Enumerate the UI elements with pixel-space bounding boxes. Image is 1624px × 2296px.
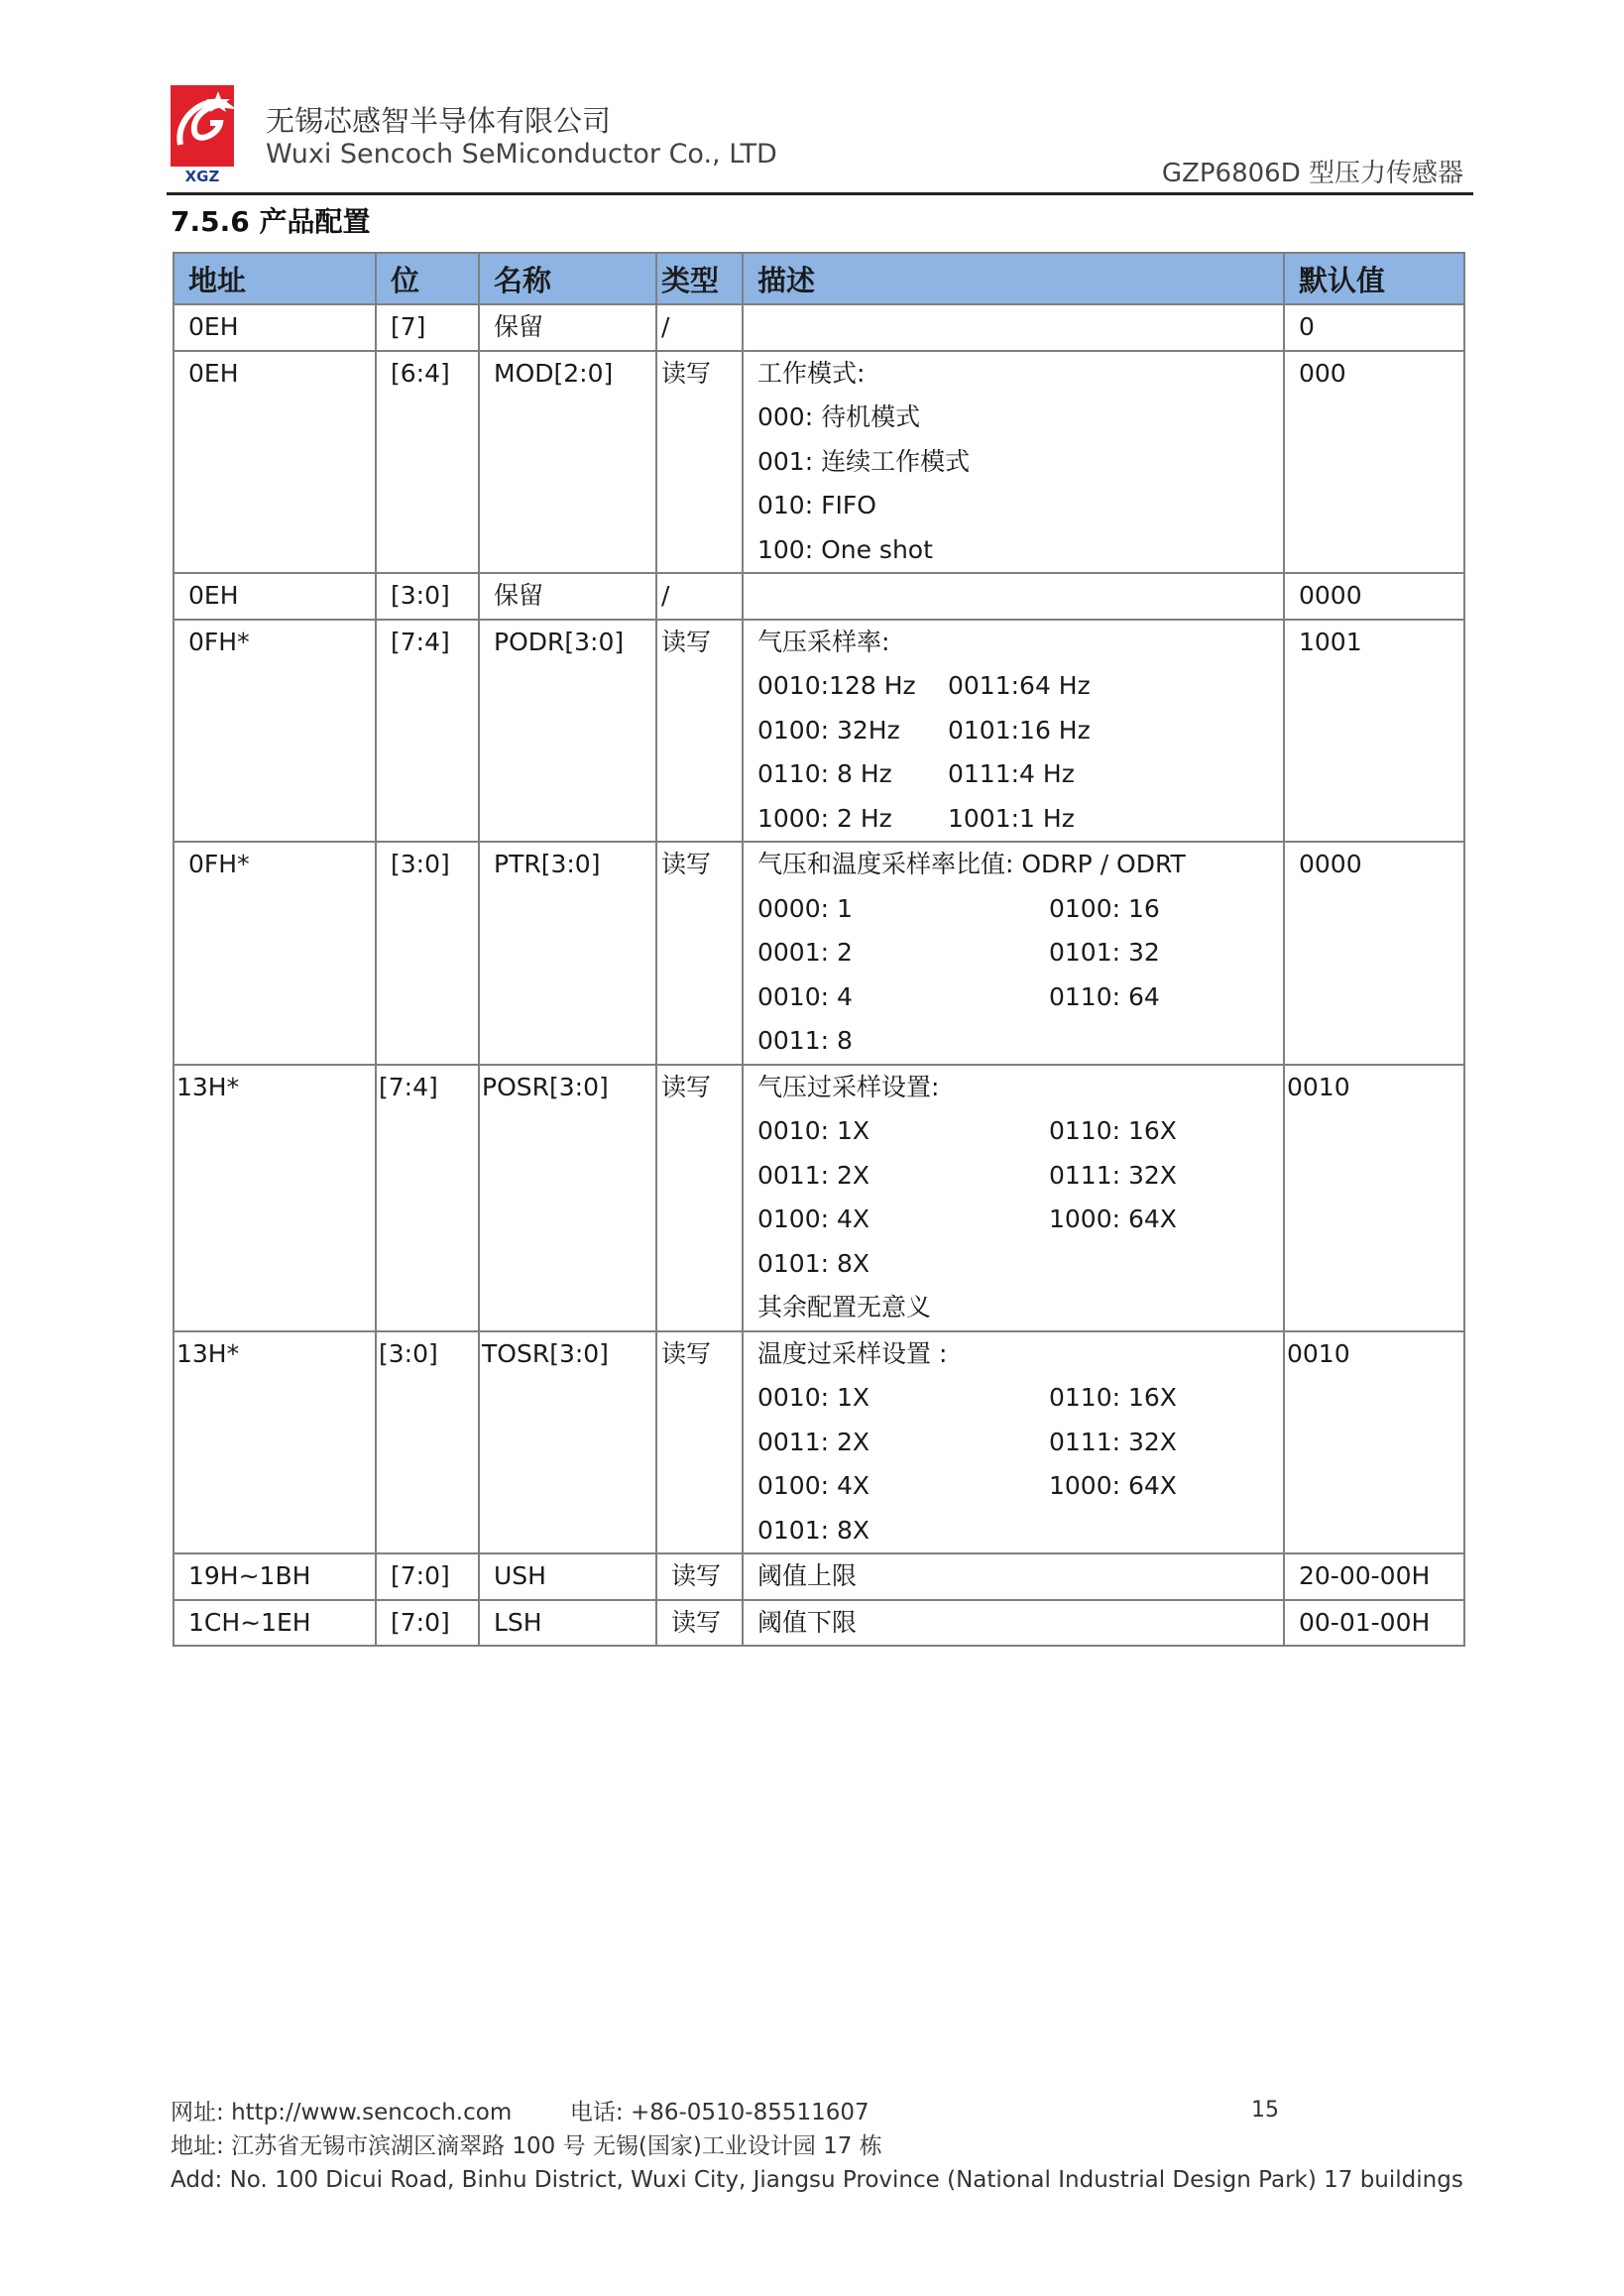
section-title: 7.5.6 产品配置 — [171, 205, 371, 238]
cell-name: LSH — [479, 1600, 656, 1647]
address-cn-label: 地址: — [171, 2133, 224, 2159]
cell-default: 0010 — [1284, 1065, 1464, 1331]
cell-name: PODR[3:0] — [479, 620, 656, 843]
footer-address-en — [171, 2163, 1463, 2197]
company-name-en: Wuxi Sencoch SeMiconductor Co., LTD — [266, 139, 777, 170]
table-row — [174, 304, 1464, 351]
header-address: 地址 — [174, 253, 376, 304]
address-cn: 江苏省无锡市滨湖区滴翠路 100 号 无锡(国家)工业设计园 17 栋 — [231, 2133, 882, 2159]
document-title: GZP6806D 型压力传感器 — [1161, 159, 1463, 188]
cell-default: 20-00-00H — [1284, 1553, 1464, 1600]
company-logo — [171, 85, 234, 184]
cell-description: 阈值下限 — [743, 1600, 1284, 1647]
cell-type: / — [656, 304, 743, 351]
header-divider — [167, 192, 1473, 195]
cell-name: TOSR[3:0] — [479, 1331, 656, 1554]
table-row — [174, 1600, 1464, 1647]
cell-name: MOD[2:0] — [479, 351, 656, 574]
cell-type: 读写 — [656, 1065, 743, 1331]
table-row — [174, 1065, 1464, 1331]
address-en-label: Add: — [171, 2167, 223, 2193]
header-bit: 位 — [376, 253, 479, 304]
header-description: 描述 — [743, 253, 1284, 304]
cell-bit: [7:0] — [376, 1600, 479, 1647]
cell-type: 读写 — [656, 1600, 743, 1647]
table-row — [174, 1553, 1464, 1600]
cell-description: 气压采样率: 0010:128 Hz 0011:64 Hz 0100: 32Hz 0101:16 Hz 0110: 8 Hz 0111:4 Hz 1000: 2 Hz 1001:1 Hz — [743, 620, 1284, 843]
register-table — [173, 252, 1465, 1647]
cell-address: 0FH* — [174, 620, 376, 843]
cell-type: / — [656, 573, 743, 620]
cell-name: POSR[3:0] — [479, 1065, 656, 1331]
header-default: 默认值 — [1284, 253, 1464, 304]
cell-bit: [3:0] — [376, 842, 479, 1065]
cell-bit: [7] — [376, 304, 479, 351]
page-number: 15 — [1251, 2098, 1279, 2123]
cell-type: 读写 — [656, 1331, 743, 1554]
cell-bit: [3:0] — [376, 573, 479, 620]
cell-default: 0000 — [1284, 573, 1464, 620]
cell-description: 工作模式: 000: 待机模式 001: 连续工作模式 010: FIFO 100: One shot — [743, 351, 1284, 574]
cell-description: 气压和温度采样率比值: ODRP / ODRT 0000: 1 0100: 16 0001: 2 0101: 32 0010: 4 0110: 64 0011: 8 — [743, 842, 1284, 1065]
company-name-cn: 无锡芯感智半导体有限公司 — [266, 104, 612, 138]
table-row — [174, 351, 1464, 574]
table-row — [174, 620, 1464, 843]
cell-name: 保留 — [479, 573, 656, 620]
header-name: 名称 — [479, 253, 656, 304]
website-link[interactable]: http://www.sencoch.com — [231, 2100, 513, 2125]
cell-default: 0000 — [1284, 842, 1464, 1065]
logo-text: XGZ — [184, 168, 220, 184]
cell-name: USH — [479, 1553, 656, 1600]
cell-bit: [7:4] — [376, 620, 479, 843]
table-row — [174, 842, 1464, 1065]
cell-description: 温度过采样设置 : 0010: 1X 0110: 16X 0011: 2X 0111: 32X 0100: 4X 1000: 64X 0101: 8X — [743, 1331, 1284, 1554]
cell-bit: [7:4] — [376, 1065, 479, 1331]
cell-bit: [3:0] — [376, 1331, 479, 1554]
cell-bit: [7:0] — [376, 1553, 479, 1600]
cell-default: 1001 — [1284, 620, 1464, 843]
cell-default: 0010 — [1284, 1331, 1464, 1554]
cell-address: 13H* — [174, 1331, 376, 1554]
cell-address: 1CH~1EH — [174, 1600, 376, 1647]
cell-name: PTR[3:0] — [479, 842, 656, 1065]
cell-default: 0 — [1284, 304, 1464, 351]
address-en: No. 100 Dicui Road, Binhu District, Wuxi City, Jiangsu Province (National Industrial Design Park) 17 buildings — [229, 2167, 1463, 2193]
page-header — [167, 79, 1473, 196]
table-row — [174, 1331, 1464, 1554]
cell-type: 读写 — [656, 620, 743, 843]
cell-type: 读写 — [656, 351, 743, 574]
cell-name: 保留 — [479, 304, 656, 351]
cell-address: 0EH — [174, 351, 376, 574]
cell-address: 19H~1BH — [174, 1553, 376, 1600]
phone-number: +86-0510-85511607 — [630, 2100, 870, 2125]
cell-type: 读写 — [656, 842, 743, 1065]
footer-address-cn — [171, 2129, 1463, 2163]
cell-address: 13H* — [174, 1065, 376, 1331]
header-type: 类型 — [656, 253, 743, 304]
cell-description: 气压过采样设置: 0010: 1X 0110: 16X 0011: 2X 0111: 32X 0100: 4X 1000: 64X 0101: 8X 其余配置无意义 — [743, 1065, 1284, 1331]
table-row — [174, 573, 1464, 620]
cell-description: 阈值上限 — [743, 1553, 1284, 1600]
table-header-row — [174, 253, 1464, 304]
cell-bit: [6:4] — [376, 351, 479, 574]
cell-description — [743, 304, 1284, 351]
cell-description — [743, 573, 1284, 620]
cell-type: 读写 — [656, 1553, 743, 1600]
website-label: 网址: — [171, 2100, 224, 2125]
cell-address: 0FH* — [174, 842, 376, 1065]
cell-address: 0EH — [174, 304, 376, 351]
cell-address: 0EH — [174, 573, 376, 620]
cell-default: 000 — [1284, 351, 1464, 574]
cell-default: 00-01-00H — [1284, 1600, 1464, 1647]
phone-label: 电话: — [569, 2100, 624, 2125]
